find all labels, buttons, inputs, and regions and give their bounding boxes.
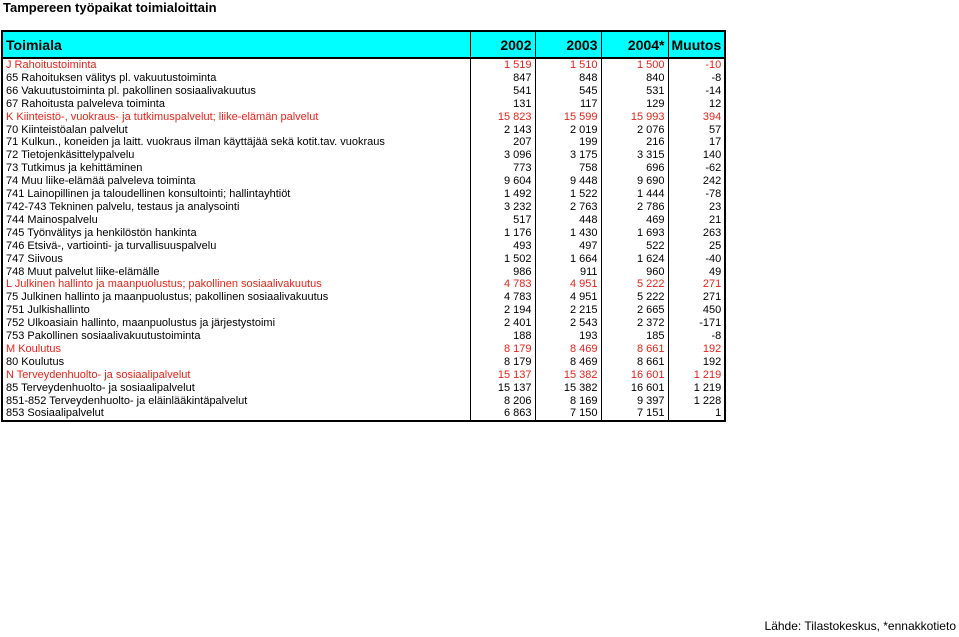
value-2002: 541 — [470, 85, 535, 98]
value-2004: 2 786 — [601, 201, 668, 214]
value-2002: 1 519 — [470, 58, 535, 72]
value-2002: 2 143 — [470, 124, 535, 137]
table-body — [2, 58, 725, 421]
row-label: 67 Rahoitusta palveleva toiminta — [2, 98, 470, 111]
value-muutos: 192 — [668, 343, 725, 356]
value-muutos: 1 219 — [668, 369, 725, 382]
row-label: L Julkinen hallinto ja maanpuolustus; pakollinen sosiaalivakuutus — [2, 278, 470, 291]
value-2002: 207 — [470, 136, 535, 149]
value-2003: 8 469 — [535, 343, 601, 356]
row-label: 74 Muu liike-elämää palveleva toiminta — [2, 175, 470, 188]
value-muutos: -171 — [668, 317, 725, 330]
row-label: 747 Siivous — [2, 253, 470, 266]
table-row — [2, 201, 725, 214]
table-row — [2, 227, 725, 240]
table-row — [2, 291, 725, 304]
table-row — [2, 240, 725, 253]
value-2004: 16 601 — [601, 369, 668, 382]
value-2003: 1 664 — [535, 253, 601, 266]
value-2002: 1 502 — [470, 253, 535, 266]
value-2004: 16 601 — [601, 382, 668, 395]
row-label: 80 Koulutus — [2, 356, 470, 369]
value-2003: 1 522 — [535, 188, 601, 201]
value-2003: 497 — [535, 240, 601, 253]
row-label: 748 Muut palvelut liike-elämälle — [2, 266, 470, 279]
value-2002: 9 604 — [470, 175, 535, 188]
value-2003: 4 951 — [535, 278, 601, 291]
row-label: 753 Pakollinen sosiaalivakuutustoiminta — [2, 330, 470, 343]
value-muutos: -8 — [668, 330, 725, 343]
row-label: 71 Kulkun., koneiden ja laitt. vuokraus ilman käyttäjää sekä kotit.tav. vuokraus — [2, 136, 470, 149]
value-2003: 8 469 — [535, 356, 601, 369]
row-label: 851-852 Terveydenhuolto- ja eläinlääkintäpalvelut — [2, 395, 470, 408]
value-muutos: 192 — [668, 356, 725, 369]
row-label: 744 Mainospalvelu — [2, 214, 470, 227]
value-2004: 469 — [601, 214, 668, 227]
value-2003: 15 382 — [535, 369, 601, 382]
row-label: 75 Julkinen hallinto ja maanpuolustus; pakollinen sosiaalivakuutus — [2, 291, 470, 304]
table-row — [2, 98, 725, 111]
value-2003: 8 169 — [535, 395, 601, 408]
table-row — [2, 175, 725, 188]
row-label: 66 Vakuutustoiminta pl. pakollinen sosiaalivakuutus — [2, 85, 470, 98]
value-2002: 493 — [470, 240, 535, 253]
value-muutos: 57 — [668, 124, 725, 137]
value-2004: 2 372 — [601, 317, 668, 330]
table-row — [2, 395, 725, 408]
value-2003: 848 — [535, 72, 601, 85]
value-muutos: 394 — [668, 111, 725, 124]
value-2004: 696 — [601, 162, 668, 175]
value-2002: 1 492 — [470, 188, 535, 201]
value-2004: 1 693 — [601, 227, 668, 240]
value-2003: 4 951 — [535, 291, 601, 304]
source-note: Lähde: Tilastokeskus, *ennakkotieto — [764, 619, 956, 633]
value-2004: 840 — [601, 72, 668, 85]
value-muutos: -78 — [668, 188, 725, 201]
value-2004: 8 661 — [601, 343, 668, 356]
value-2004: 15 993 — [601, 111, 668, 124]
row-label: 73 Tutkimus ja kehittäminen — [2, 162, 470, 175]
value-2004: 216 — [601, 136, 668, 149]
table-row — [2, 214, 725, 227]
value-2004: 531 — [601, 85, 668, 98]
value-muutos: 1 228 — [668, 395, 725, 408]
row-label: 746 Etsivä-, vartiointi- ja turvallisuuspalvelu — [2, 240, 470, 253]
table-row — [2, 369, 725, 382]
value-2002: 8 179 — [470, 356, 535, 369]
value-2002: 15 137 — [470, 382, 535, 395]
value-2004: 8 661 — [601, 356, 668, 369]
value-2003: 2 019 — [535, 124, 601, 137]
value-2003: 911 — [535, 266, 601, 279]
value-2004: 5 222 — [601, 291, 668, 304]
value-2002: 986 — [470, 266, 535, 279]
value-muutos: 23 — [668, 201, 725, 214]
value-2004: 1 500 — [601, 58, 668, 72]
table-row — [2, 382, 725, 395]
value-2003: 1 430 — [535, 227, 601, 240]
value-muutos: -14 — [668, 85, 725, 98]
page-title: Tampereen työpaikat toimialoittain — [3, 0, 217, 15]
value-2004: 522 — [601, 240, 668, 253]
value-2004: 185 — [601, 330, 668, 343]
table-row — [2, 58, 725, 72]
value-2003: 448 — [535, 214, 601, 227]
value-2004: 2 665 — [601, 304, 668, 317]
value-2003: 9 448 — [535, 175, 601, 188]
header-toimiala: Toimiala — [2, 31, 470, 58]
row-label: J Rahoitustoiminta — [2, 58, 470, 72]
value-2002: 517 — [470, 214, 535, 227]
value-2004: 9 397 — [601, 395, 668, 408]
table-row — [2, 124, 725, 137]
row-label: M Koulutus — [2, 343, 470, 356]
value-2004: 1 444 — [601, 188, 668, 201]
value-muutos: -62 — [668, 162, 725, 175]
value-2004: 2 076 — [601, 124, 668, 137]
value-muutos: 271 — [668, 278, 725, 291]
table-row — [2, 343, 725, 356]
row-label: K Kiinteistö-, vuokraus- ja tutkimuspalvelut; liike-elämän palvelut — [2, 111, 470, 124]
row-label: 853 Sosiaalipalvelut — [2, 407, 470, 421]
table-row — [2, 149, 725, 162]
value-muutos: -40 — [668, 253, 725, 266]
value-muutos: 25 — [668, 240, 725, 253]
value-muutos: -8 — [668, 72, 725, 85]
value-2002: 8 206 — [470, 395, 535, 408]
table-row — [2, 136, 725, 149]
table-row — [2, 330, 725, 343]
header-muutos: Muutos — [668, 31, 725, 58]
value-muutos: -10 — [668, 58, 725, 72]
value-muutos: 271 — [668, 291, 725, 304]
value-2004: 9 690 — [601, 175, 668, 188]
value-muutos: 1 — [668, 407, 725, 421]
table-row — [2, 407, 725, 421]
value-2002: 2 401 — [470, 317, 535, 330]
value-2002: 1 176 — [470, 227, 535, 240]
value-2003: 2 543 — [535, 317, 601, 330]
value-2004: 7 151 — [601, 407, 668, 421]
value-2002: 4 783 — [470, 291, 535, 304]
table-row — [2, 253, 725, 266]
row-label: 742-743 Tekninen palvelu, testaus ja analysointi — [2, 201, 470, 214]
table-row — [2, 278, 725, 291]
row-label: 65 Rahoituksen välitys pl. vakuutustoiminta — [2, 72, 470, 85]
value-muutos: 263 — [668, 227, 725, 240]
value-2003: 758 — [535, 162, 601, 175]
value-muutos: 450 — [668, 304, 725, 317]
table-row — [2, 85, 725, 98]
row-label: 745 Työnvälitys ja henkilöstön hankinta — [2, 227, 470, 240]
header-2002: 2002 — [470, 31, 535, 58]
row-label: 72 Tietojenkäsittelypalvelu — [2, 149, 470, 162]
value-muutos: 49 — [668, 266, 725, 279]
value-2003: 15 382 — [535, 382, 601, 395]
value-2002: 4 783 — [470, 278, 535, 291]
row-label: 70 Kiinteistöalan palvelut — [2, 124, 470, 137]
table-row — [2, 188, 725, 201]
value-2004: 960 — [601, 266, 668, 279]
value-2002: 188 — [470, 330, 535, 343]
value-2002: 773 — [470, 162, 535, 175]
table-row — [2, 162, 725, 175]
value-2004: 5 222 — [601, 278, 668, 291]
table-row — [2, 356, 725, 369]
table-row — [2, 317, 725, 330]
row-label: 751 Julkishallinto — [2, 304, 470, 317]
row-label: N Terveydenhuolto- ja sosiaalipalvelut — [2, 369, 470, 382]
value-2003: 15 599 — [535, 111, 601, 124]
header-2004: 2004* — [601, 31, 668, 58]
value-muutos: 242 — [668, 175, 725, 188]
value-2003: 199 — [535, 136, 601, 149]
row-label: 741 Lainopillinen ja taloudellinen konsultointi; hallintayhtiöt — [2, 188, 470, 201]
value-2002: 15 823 — [470, 111, 535, 124]
value-2003: 2 763 — [535, 201, 601, 214]
value-muutos: 12 — [668, 98, 725, 111]
value-muutos: 21 — [668, 214, 725, 227]
header-2003: 2003 — [535, 31, 601, 58]
value-2003: 117 — [535, 98, 601, 111]
table-row — [2, 266, 725, 279]
table-row — [2, 111, 725, 124]
value-2002: 2 194 — [470, 304, 535, 317]
value-muutos: 1 219 — [668, 382, 725, 395]
value-2003: 7 150 — [535, 407, 601, 421]
value-2002: 15 137 — [470, 369, 535, 382]
value-2003: 545 — [535, 85, 601, 98]
table-row — [2, 72, 725, 85]
value-2004: 129 — [601, 98, 668, 111]
value-muutos: 140 — [668, 149, 725, 162]
value-2003: 2 215 — [535, 304, 601, 317]
table-header-row — [2, 31, 725, 58]
value-2002: 3 096 — [470, 149, 535, 162]
table-row — [2, 304, 725, 317]
row-label: 752 Ulkoasiain hallinto, maanpuolustus ja järjestystoimi — [2, 317, 470, 330]
value-2002: 6 863 — [470, 407, 535, 421]
value-2002: 131 — [470, 98, 535, 111]
employment-table — [1, 30, 726, 422]
row-label: 85 Terveydenhuolto- ja sosiaalipalvelut — [2, 382, 470, 395]
value-2003: 3 175 — [535, 149, 601, 162]
value-2002: 3 232 — [470, 201, 535, 214]
value-2004: 1 624 — [601, 253, 668, 266]
value-2003: 1 510 — [535, 58, 601, 72]
value-2004: 3 315 — [601, 149, 668, 162]
value-2002: 8 179 — [470, 343, 535, 356]
value-muutos: 17 — [668, 136, 725, 149]
value-2003: 193 — [535, 330, 601, 343]
value-2002: 847 — [470, 72, 535, 85]
